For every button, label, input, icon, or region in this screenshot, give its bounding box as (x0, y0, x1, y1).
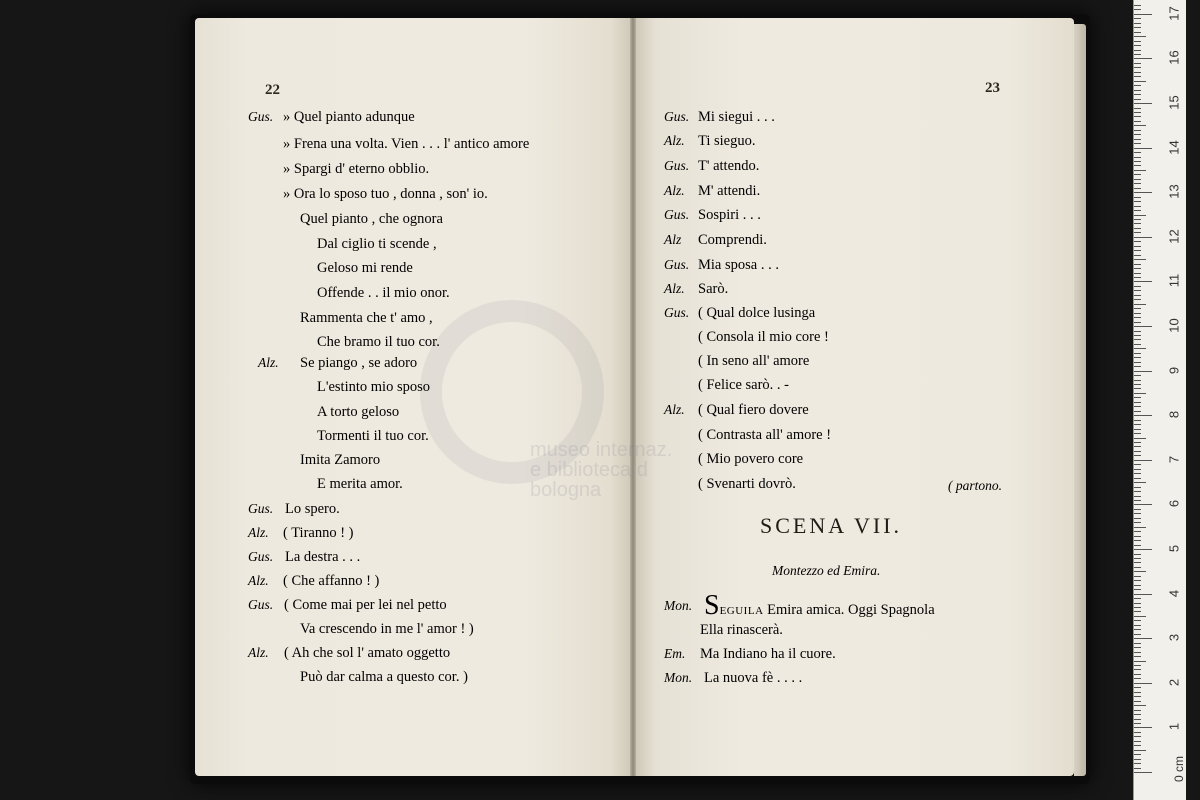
ruler-tick (1134, 692, 1141, 693)
ruler-tick (1134, 295, 1141, 296)
ruler-tick (1134, 125, 1146, 126)
ruler-tick (1134, 429, 1141, 430)
ruler-tick (1134, 759, 1141, 760)
verse-line: ( Tiranno ! ) (283, 525, 354, 541)
speaker-label: Alz. (258, 355, 279, 370)
ruler-number: 11 (1166, 274, 1182, 288)
ruler-tick (1134, 594, 1152, 595)
ruler-number: 1 (1166, 723, 1182, 731)
ruler-tick (1134, 54, 1141, 55)
ruler-tick (1134, 415, 1152, 416)
ruler-tick (1134, 161, 1141, 162)
ruler-tick (1134, 121, 1141, 122)
ruler-tick (1134, 598, 1141, 599)
ruler-tick (1134, 736, 1141, 737)
ruler-number: 14 (1166, 139, 1182, 155)
ruler-tick (1134, 438, 1146, 439)
ruler-tick (1134, 406, 1141, 407)
ruler-tick (1134, 277, 1141, 278)
speaker-label: Gus. (664, 158, 690, 173)
speaker-label: Em. (664, 646, 686, 661)
speaker-label: Alz. (248, 573, 269, 588)
ruler-tick (1134, 710, 1141, 711)
ruler-tick (1134, 643, 1141, 644)
ruler-number: 7 (1166, 455, 1182, 463)
verse-line: » Frena una volta. Vien . . . l' antico amore (283, 136, 530, 152)
verse-line: ( Svenarti dovrò. (698, 476, 796, 492)
ruler-tick (1134, 255, 1141, 256)
ruler-tick (1134, 14, 1152, 15)
ruler-tick (1134, 108, 1141, 109)
ruler-tick (1134, 527, 1146, 528)
verse-line: » Spargi d' eterno obblio. (283, 161, 430, 177)
verse-line: Imita Zamoro (300, 452, 381, 468)
ruler-tick (1134, 531, 1141, 532)
verse-line: ( Qual fiero dovere (698, 402, 809, 418)
ruler-tick (1134, 380, 1141, 381)
ruler-tick (1134, 165, 1141, 166)
verse-line: ( In seno all' amore (698, 353, 810, 369)
verse-line: E merita amor. (317, 476, 403, 492)
page-number-right: 23 (985, 80, 1000, 96)
ruler-tick (1134, 197, 1141, 198)
verse-line: » Quel pianto adunque (283, 109, 415, 125)
ruler-tick (1134, 674, 1141, 675)
ruler-tick (1134, 696, 1141, 697)
ruler-tick (1134, 264, 1141, 265)
ruler-tick (1134, 94, 1141, 95)
ruler-tick (1134, 496, 1141, 497)
ruler-tick (1134, 750, 1146, 751)
ruler-tick (1134, 85, 1141, 86)
ruler-tick (1134, 741, 1141, 742)
scene-characters: Montezzo ed Emira. (772, 563, 881, 578)
ruler-tick (1134, 157, 1141, 158)
ruler-tick (1134, 148, 1152, 149)
ruler-tick (1134, 67, 1141, 68)
speaker-label: Gus. (248, 549, 274, 564)
ruler-tick (1134, 76, 1141, 77)
verse-line: Offende . . il mio onor. (317, 285, 450, 301)
ruler-tick (1134, 246, 1141, 247)
ruler-tick (1134, 522, 1141, 523)
verse-line: Che bramo il tuo cor. (317, 334, 440, 350)
verse-line: ( Ah che sol l' amato oggetto (284, 645, 451, 661)
ruler-tick (1134, 112, 1141, 113)
speaker-label: Alz. (664, 281, 685, 296)
verse-line: ( Che affanno ! ) (283, 573, 380, 589)
ruler-tick (1134, 638, 1152, 639)
scene-heading: SCENA VII. (760, 513, 903, 538)
verse-line: ( Mio povero core (698, 451, 804, 467)
ruler-tick (1134, 714, 1141, 715)
ruler-tick (1134, 206, 1141, 207)
verse-line: ( Qual dolce lusinga (698, 305, 816, 321)
ruler-number: 10 (1166, 318, 1182, 333)
speaker-label: Mon. (664, 670, 693, 685)
ruler-tick (1134, 290, 1141, 291)
ruler-tick (1134, 170, 1146, 171)
ruler-tick (1134, 611, 1141, 612)
ruler-tick (1134, 647, 1141, 648)
ruler-tick (1134, 513, 1141, 514)
ruler-tick (1134, 701, 1141, 702)
ruler-number: 16 (1166, 50, 1182, 66)
speaker-label: Alz. (248, 525, 269, 540)
ruler-tick (1134, 335, 1141, 336)
ruler-tick (1134, 554, 1141, 555)
verse-line: Dal ciglio ti scende , (317, 236, 437, 252)
ruler-tick (1134, 241, 1141, 242)
measurement-ruler (1133, 0, 1186, 800)
ruler-tick (1134, 58, 1152, 59)
ruler-tick (1134, 464, 1141, 465)
ruler-tick (1134, 446, 1141, 447)
ruler-tick (1134, 540, 1141, 541)
ruler-tick (1134, 634, 1141, 635)
speaker-label: Gus. (664, 109, 690, 124)
ruler-tick (1134, 362, 1141, 363)
ruler-tick (1134, 629, 1141, 630)
ruler-tick (1134, 652, 1141, 653)
ruler-tick (1134, 179, 1141, 180)
ruler-tick (1134, 669, 1141, 670)
page-stack-edge (1074, 24, 1086, 776)
ruler-tick (1134, 152, 1141, 153)
ruler-tick (1134, 304, 1146, 305)
ruler-tick (1134, 473, 1141, 474)
ruler-tick (1134, 223, 1141, 224)
ruler-tick (1134, 27, 1141, 28)
page-number-left: 22 (265, 82, 280, 98)
verse-line: ( Felice sarò. . - (698, 377, 789, 393)
ruler-tick (1134, 451, 1141, 452)
ruler-tick (1134, 607, 1141, 608)
verse-line: Ma Indiano ha il cuore. (700, 646, 836, 662)
verse-line: Mi siegui . . . (698, 109, 775, 125)
ruler-tick (1134, 99, 1141, 100)
ruler-tick (1134, 134, 1141, 135)
ruler-tick (1134, 460, 1152, 461)
ruler-number: 3 (1166, 634, 1182, 642)
ruler-tick (1134, 678, 1141, 679)
speaker-label: Gus. (248, 109, 274, 124)
verse-line: A torto geloso (317, 404, 400, 420)
ruler-tick (1134, 393, 1146, 394)
ruler-tick (1134, 518, 1141, 519)
watermark-text (530, 440, 690, 500)
speaker-label: Alz. (664, 402, 685, 417)
ruler-tick (1134, 250, 1141, 251)
verse-line: ( Consola il mio core ! (698, 329, 829, 345)
ruler-tick (1134, 504, 1152, 505)
ruler-tick (1134, 625, 1141, 626)
ruler-tick (1134, 687, 1141, 688)
watermark-line-3: bologna (530, 479, 602, 501)
ruler-tick (1134, 763, 1141, 764)
ruler-tick (1134, 366, 1141, 367)
ruler-number: 2 (1166, 678, 1182, 686)
verse-line: La destra . . . (285, 549, 361, 565)
verse-line: ( Come mai per lei nel petto (284, 597, 447, 613)
watermark-line-1: museo internaz. (530, 439, 673, 461)
ruler-tick (1134, 41, 1141, 42)
ruler-number: 5 (1166, 544, 1182, 553)
ruler-number: 4 (1166, 589, 1182, 597)
ruler-tick (1134, 308, 1141, 309)
ruler-tick (1134, 344, 1141, 345)
speaker-label: Gus. (664, 305, 690, 320)
ruler-tick (1134, 603, 1141, 604)
verse-line: Rammenta che t' amo , (300, 310, 433, 326)
ruler-tick (1134, 50, 1141, 51)
ruler-tick (1134, 313, 1141, 314)
speaker-label: Mon. (664, 598, 693, 613)
ruler-tick (1134, 580, 1141, 581)
ruler-number: 12 (1166, 229, 1182, 244)
ruler-tick (1134, 281, 1152, 282)
ruler-tick (1134, 130, 1141, 131)
verse-line: Comprendi. (698, 232, 767, 248)
ruler-tick (1134, 487, 1141, 488)
ruler-tick (1134, 754, 1141, 755)
speaker-label: Alz. (664, 183, 685, 198)
ruler-tick (1134, 371, 1152, 372)
ruler-tick (1134, 259, 1146, 260)
verse-line: Ti sieguo. (698, 133, 756, 149)
ruler-tick (1134, 188, 1141, 189)
ruler-tick (1134, 299, 1141, 300)
ruler-tick (1134, 339, 1141, 340)
ruler-tick (1134, 45, 1141, 46)
ruler-tick (1134, 322, 1141, 323)
ruler-tick (1134, 174, 1141, 175)
ruler-tick (1134, 215, 1146, 216)
ruler-tick (1134, 317, 1141, 318)
ruler-tick (1134, 732, 1141, 733)
ruler-tick (1134, 103, 1152, 104)
ruler-tick (1134, 589, 1141, 590)
ruler-tick (1134, 36, 1146, 37)
verse-line: Tormenti il tuo cor. (317, 428, 429, 444)
verse-line: Sarò. (698, 281, 729, 297)
ruler-number: 8 (1166, 411, 1182, 419)
speaker-label: Gus. (248, 597, 274, 612)
ruler-tick (1134, 210, 1141, 211)
ruler-tick (1134, 32, 1141, 33)
verse-line: Va crescendo in me l' amor ! ) (300, 621, 474, 637)
ruler-tick (1134, 375, 1141, 376)
speaker-label: Alz. (248, 645, 269, 660)
ruler-tick (1134, 665, 1141, 666)
ruler-tick (1134, 18, 1141, 19)
ruler-tick (1134, 237, 1152, 238)
ruler-number: 6 (1166, 500, 1182, 508)
ruler-tick (1134, 273, 1141, 274)
speaker-label: Gus. (248, 501, 274, 516)
verse-line: Geloso mi rende (317, 260, 413, 276)
ruler-tick (1134, 500, 1141, 501)
verse-line: L'estinto mio sposo (317, 379, 430, 395)
ruler-tick (1134, 620, 1141, 621)
verse-line: ( Contrasta all' amore ! (698, 427, 832, 443)
small-caps-word: EGUILA (719, 605, 764, 617)
verse-line: M' attendi. (698, 183, 761, 199)
ruler-tick (1134, 482, 1146, 483)
ruler-tick (1134, 420, 1141, 421)
verse-line: » Ora lo sposo tuo , donna , son' io. (283, 186, 488, 202)
ruler-tick (1134, 5, 1141, 6)
ruler-tick (1134, 616, 1146, 617)
ruler-tick (1134, 576, 1141, 577)
ruler-number: 13 (1166, 184, 1182, 199)
ruler-tick (1134, 286, 1141, 287)
ruler-tick (1134, 384, 1141, 385)
ruler-tick (1134, 455, 1141, 456)
verse-text: Emira amica. Oggi Spagnola (767, 602, 935, 618)
stage-direction: ( partono. (948, 478, 1002, 493)
ruler-tick (1134, 116, 1141, 117)
ruler-tick (1134, 192, 1152, 193)
ruler-tick (1134, 549, 1152, 550)
ruler-tick (1134, 9, 1141, 10)
ruler-tick (1134, 661, 1146, 662)
ruler-tick (1134, 719, 1141, 720)
ruler-tick (1134, 183, 1141, 184)
ruler-tick (1134, 491, 1141, 492)
ruler-unit-label: 0 cm (1172, 755, 1186, 782)
ruler-tick (1134, 705, 1146, 706)
ruler-tick (1134, 683, 1152, 684)
ruler-tick (1134, 232, 1141, 233)
ruler-tick (1134, 567, 1141, 568)
ruler-tick (1134, 353, 1141, 354)
ruler-tick (1134, 723, 1141, 724)
ruler-tick (1134, 81, 1146, 82)
verse-line: Lo spero. (285, 501, 340, 517)
ruler-tick (1134, 433, 1141, 434)
ruler-tick (1134, 442, 1141, 443)
verse-line: La nuova fè . . . . (704, 670, 803, 686)
ruler-tick (1134, 219, 1141, 220)
ruler-tick (1134, 331, 1141, 332)
ruler-tick (1134, 357, 1141, 358)
ruler-tick (1134, 745, 1141, 746)
ruler-number: 17 (1166, 6, 1182, 21)
book-gutter (630, 18, 636, 776)
drop-capital: S (704, 590, 720, 621)
verse-line: Quel pianto , che ognora (300, 211, 443, 227)
ruler-tick (1134, 143, 1141, 144)
verse-line: T' attendo. (698, 158, 760, 174)
ruler-tick (1134, 585, 1141, 586)
ruler-tick (1134, 388, 1141, 389)
ruler-tick (1134, 228, 1141, 229)
ruler-tick (1134, 326, 1152, 327)
ruler-tick (1134, 397, 1141, 398)
ruler-tick (1134, 727, 1152, 728)
ruler-tick (1134, 768, 1141, 769)
verse-line: Se piango , se adoro (300, 355, 418, 371)
ruler-tick (1134, 478, 1141, 479)
verse-line: Può dar calma a questo cor. ) (300, 669, 468, 685)
ruler-tick (1134, 509, 1141, 510)
ruler-tick (1134, 411, 1141, 412)
ruler-tick (1134, 63, 1141, 64)
ruler-tick (1134, 402, 1141, 403)
ruler-tick (1134, 268, 1141, 269)
ruler-tick (1134, 72, 1141, 73)
verse-line: Sospiri . . . (698, 207, 761, 223)
ruler-tick (1134, 656, 1141, 657)
ruler-tick (1134, 469, 1141, 470)
verse-line: Ella rinascerà. (700, 622, 783, 638)
ruler-tick (1134, 139, 1141, 140)
ruler-tick (1134, 23, 1141, 24)
watermark-line-2: e biblioteca d (530, 459, 648, 481)
ruler-tick (1134, 562, 1141, 563)
ruler-tick (1134, 201, 1141, 202)
ruler-tick (1134, 348, 1146, 349)
ruler-tick (1134, 90, 1141, 91)
ruler-number: 15 (1166, 95, 1182, 110)
ruler-tick (1134, 772, 1152, 773)
speaker-label: Alz. (664, 133, 685, 148)
ruler-tick (1134, 558, 1141, 559)
ruler-tick (1134, 571, 1146, 572)
ruler-tick (1134, 424, 1141, 425)
speaker-label: Alz (664, 232, 682, 247)
verse-line (704, 590, 935, 621)
ruler-tick (1134, 545, 1141, 546)
speaker-label: Gus. (664, 207, 690, 222)
speaker-label: Gus. (664, 257, 690, 272)
verse-line: Mia sposa . . . (698, 257, 779, 273)
ruler-number: 9 (1166, 366, 1182, 374)
ruler-tick (1134, 536, 1141, 537)
